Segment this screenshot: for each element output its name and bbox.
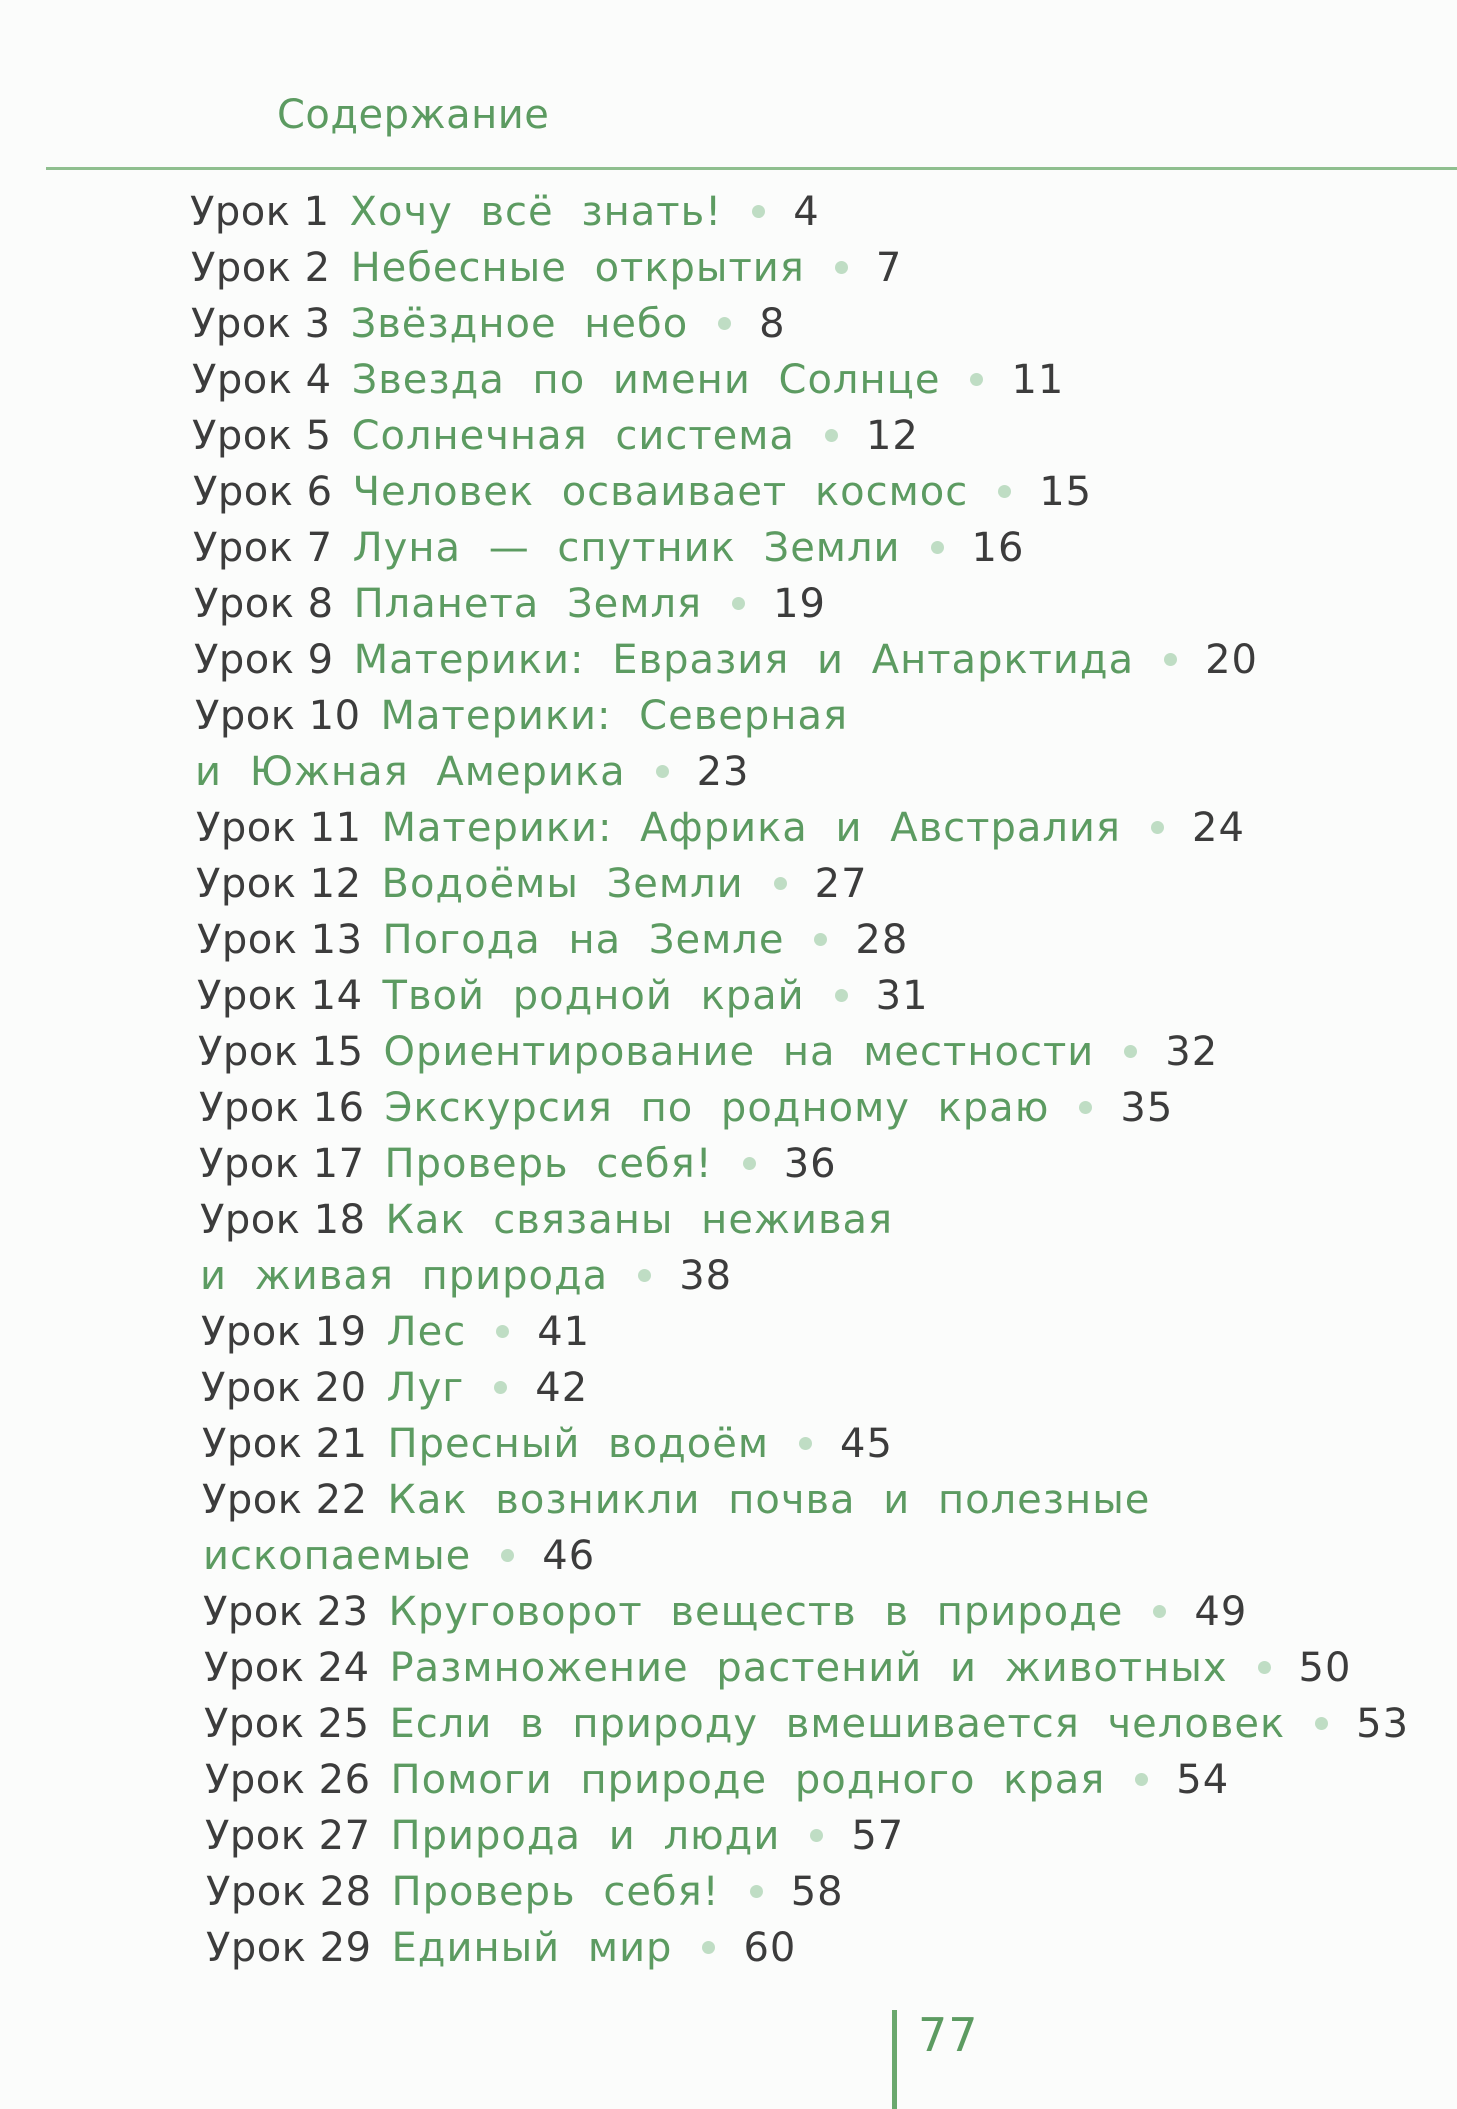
bullet-dot-icon: [702, 1941, 715, 1954]
toc-entry[interactable]: [200, 1196, 893, 1244]
lesson-label: Урок 20: [201, 1365, 367, 1411]
page-reference: 53: [1356, 1701, 1410, 1747]
toc-entry[interactable]: [202, 1420, 893, 1468]
page-reference: 15: [1039, 469, 1093, 515]
page-reference: 23: [696, 749, 750, 795]
bullet-dot-icon: [774, 877, 787, 890]
page-reference: 11: [1011, 357, 1065, 403]
bullet-dot-icon: [1153, 1605, 1166, 1618]
toc-entry[interactable]: [193, 468, 1092, 516]
lesson-label: Урок 17: [199, 1141, 365, 1187]
bullet-dot-icon: [656, 765, 669, 778]
lesson-title: Луна — спутник Земли: [352, 525, 901, 571]
lesson-title: Если в природу вмешивается человек: [389, 1701, 1286, 1747]
toc-entry[interactable]: [206, 1868, 844, 1916]
lesson-label: Урок 10: [195, 693, 361, 739]
bullet-dot-icon: [1258, 1661, 1271, 1674]
toc-entry[interactable]: [197, 972, 929, 1020]
lesson-title-continuation: и живая природа: [200, 1253, 609, 1299]
toc-entry[interactable]: [204, 1700, 1409, 1748]
page-reference: 46: [542, 1533, 596, 1579]
lesson-title: Звёздное небо: [350, 301, 689, 347]
bullet-dot-icon: [750, 1885, 763, 1898]
bullet-dot-icon: [970, 373, 983, 386]
toc-entry[interactable]: [206, 1924, 796, 1972]
lesson-title: Солнечная система: [351, 413, 795, 459]
bullet-dot-icon: [1151, 821, 1164, 834]
page-reference: 35: [1120, 1085, 1174, 1131]
bullet-dot-icon: [496, 1325, 509, 1338]
lesson-label: Урок 8: [194, 581, 334, 627]
toc-entry[interactable]: [197, 916, 908, 964]
bullet-dot-icon: [1079, 1101, 1092, 1114]
lesson-label: Урок 15: [198, 1029, 364, 1075]
page-reference: 57: [851, 1813, 905, 1859]
page-reference: 20: [1205, 637, 1258, 683]
bullet-dot-icon: [1135, 1773, 1148, 1786]
toc-entry[interactable]: [191, 300, 786, 348]
lesson-label: Урок 9: [194, 637, 334, 683]
page-reference: 60: [743, 1925, 797, 1971]
bullet-dot-icon: [752, 205, 765, 218]
lesson-title: Природа и люди: [390, 1813, 781, 1859]
toc-entry[interactable]: [196, 804, 1245, 852]
lesson-title: Материки: Африка и Австралия: [381, 805, 1121, 851]
lesson-label: Урок 2: [191, 245, 331, 291]
lesson-title: Человек осваивает космос: [352, 469, 969, 515]
toc-entry[interactable]: [195, 692, 848, 740]
toc-entry[interactable]: [201, 1308, 590, 1356]
page-reference: 4: [793, 189, 820, 235]
page-reference: 54: [1176, 1757, 1230, 1803]
page-reference: 24: [1192, 805, 1245, 851]
bullet-dot-icon: [1315, 1717, 1328, 1730]
lesson-label: Урок 25: [204, 1701, 370, 1747]
toc-entry[interactable]: [199, 1084, 1173, 1132]
lesson-title: Пресный водоём: [387, 1421, 769, 1467]
lesson-title: Круговорот веществ в природе: [388, 1589, 1124, 1635]
lesson-title-continuation: и Южная Америка: [195, 749, 626, 795]
page-reference: 31: [875, 973, 929, 1019]
bullet-dot-icon: [743, 1157, 756, 1170]
lesson-title: Луг: [386, 1365, 465, 1411]
page-reference: 38: [679, 1253, 733, 1299]
bullet-dot-icon: [638, 1269, 651, 1282]
toc-entry[interactable]: [203, 1588, 1247, 1636]
toc-entry-continuation[interactable]: [195, 748, 749, 796]
toc-entry[interactable]: [201, 1364, 588, 1412]
toc-entry[interactable]: [205, 1812, 904, 1860]
lesson-title: Как связаны неживая: [385, 1197, 894, 1243]
lesson-label: Урок 13: [197, 917, 363, 963]
bullet-dot-icon: [835, 261, 848, 274]
bullet-dot-icon: [732, 597, 745, 610]
toc-entry[interactable]: [193, 524, 1024, 572]
bullet-dot-icon: [501, 1549, 514, 1562]
lesson-label: Урок 28: [206, 1869, 372, 1915]
toc-entry[interactable]: [204, 1644, 1351, 1692]
lesson-label: Урок 21: [202, 1421, 368, 1467]
lesson-label: Урок 29: [206, 1925, 372, 1971]
toc-entry[interactable]: [205, 1756, 1229, 1804]
bullet-dot-icon: [931, 541, 944, 554]
bullet-dot-icon: [810, 1829, 823, 1842]
toc-entry[interactable]: [202, 1476, 1150, 1524]
lesson-title: Лес: [386, 1309, 467, 1355]
bullet-dot-icon: [825, 429, 838, 442]
toc-entry[interactable]: [192, 412, 919, 460]
lesson-title: Материки: Северная: [380, 693, 849, 739]
bullet-dot-icon: [835, 989, 848, 1002]
lesson-title: Твой родной край: [382, 973, 805, 1019]
bullet-dot-icon: [718, 317, 731, 330]
lesson-title: Водоёмы Земли: [381, 861, 744, 907]
lesson-title: Проверь себя!: [391, 1869, 720, 1915]
lesson-label: Урок 11: [196, 805, 362, 851]
lesson-label: Урок 24: [204, 1645, 370, 1691]
bullet-dot-icon: [799, 1437, 812, 1450]
toc-entry[interactable]: [194, 580, 826, 628]
lesson-label: Урок 3: [191, 301, 331, 347]
lesson-label: Урок 16: [199, 1085, 365, 1131]
lesson-label: Урок 5: [192, 413, 332, 459]
lesson-label: Урок 6: [193, 469, 333, 515]
page-reference: 12: [865, 413, 919, 459]
lesson-title: Как возникли почва и полезные: [387, 1477, 1151, 1523]
toc-entry[interactable]: [196, 860, 868, 908]
bullet-dot-icon: [494, 1381, 507, 1394]
page-reference: 49: [1194, 1589, 1248, 1635]
bullet-dot-icon: [814, 933, 827, 946]
toc-entry[interactable]: [194, 636, 1258, 684]
lesson-title: Экскурсия по родному краю: [384, 1085, 1050, 1131]
page-title: Содержание: [277, 92, 550, 138]
page-reference: 7: [875, 245, 903, 291]
toc-entry[interactable]: [190, 188, 820, 236]
lesson-title-continuation: ископаемые: [203, 1533, 472, 1579]
page-reference: 19: [773, 581, 826, 627]
bullet-dot-icon: [1124, 1045, 1137, 1058]
lesson-title: Единый мир: [391, 1925, 673, 1971]
lesson-title: Материки: Евразия и Антарктида: [353, 637, 1135, 683]
page-reference: 50: [1298, 1645, 1352, 1691]
lesson-label: Урок 12: [196, 861, 362, 907]
page-number: 77: [918, 2008, 979, 2062]
lesson-label: Урок 23: [203, 1589, 369, 1635]
lesson-label: Урок 4: [192, 357, 332, 403]
page-reference: 45: [840, 1421, 893, 1467]
page-reference: 8: [759, 301, 786, 347]
page-reference: 58: [790, 1869, 844, 1915]
page-reference: 16: [971, 525, 1025, 571]
bullet-dot-icon: [998, 485, 1011, 498]
toc-entry[interactable]: [191, 244, 902, 292]
toc-entry-continuation[interactable]: [200, 1252, 732, 1300]
toc-entry[interactable]: [192, 356, 1064, 404]
lesson-label: Урок 14: [197, 973, 363, 1019]
lesson-label: Урок 18: [200, 1197, 366, 1243]
lesson-title: Ориентирование на местности: [383, 1029, 1095, 1075]
page-reference: 28: [855, 917, 909, 963]
bullet-dot-icon: [1164, 653, 1177, 666]
toc-entry-continuation[interactable]: [203, 1532, 595, 1580]
lesson-label: Урок 1: [190, 189, 330, 235]
lesson-label: Урок 7: [193, 525, 333, 571]
page-number-bar: [892, 2010, 897, 2109]
toc-entry[interactable]: [199, 1140, 837, 1188]
lesson-title: Проверь себя!: [384, 1141, 713, 1187]
lesson-label: Урок 27: [205, 1813, 371, 1859]
page-reference: 42: [535, 1365, 589, 1411]
lesson-title: Небесные открытия: [350, 245, 805, 291]
lesson-title: Звезда по имени Солнце: [351, 357, 941, 403]
lesson-label: Урок 26: [205, 1757, 371, 1803]
lesson-title: Размножение растений и животных: [389, 1645, 1228, 1691]
lesson-title: Помоги природе родного края: [390, 1757, 1106, 1803]
page-reference: 36: [783, 1141, 837, 1187]
lesson-title: Погода на Земле: [382, 917, 785, 963]
page-reference: 41: [537, 1309, 591, 1355]
toc-entry[interactable]: [198, 1028, 1218, 1076]
page-reference: 27: [814, 861, 868, 907]
lesson-label: Урок 22: [202, 1477, 368, 1523]
lesson-title: Планета Земля: [353, 581, 703, 627]
page-reference: 32: [1165, 1029, 1219, 1075]
lesson-label: Урок 19: [201, 1309, 367, 1355]
lesson-title: Хочу всё знать!: [349, 189, 723, 235]
